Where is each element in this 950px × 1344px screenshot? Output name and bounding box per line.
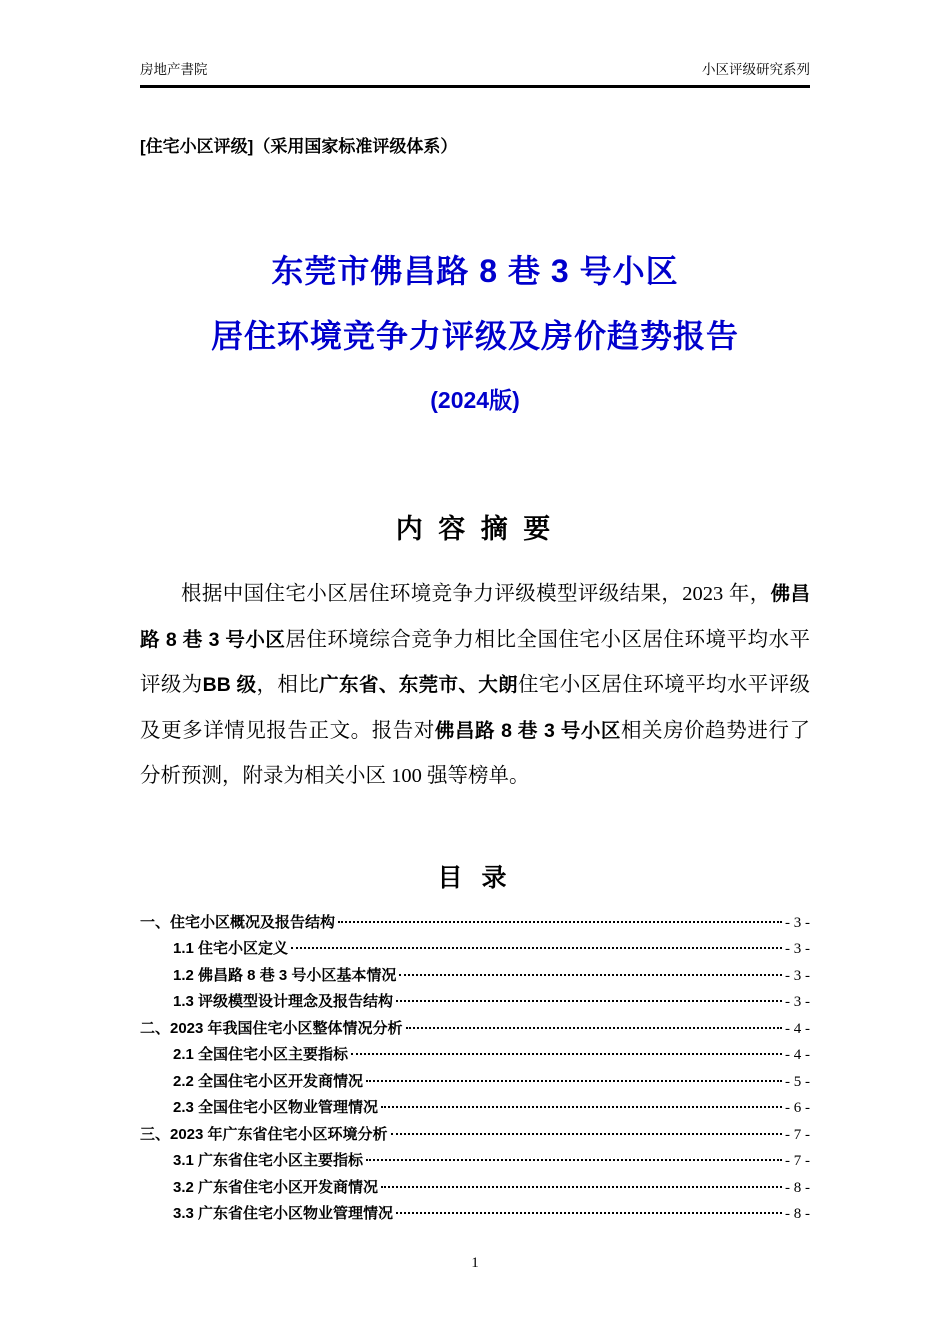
toc-entry[interactable] bbox=[140, 1042, 810, 1069]
toc-entry[interactable] bbox=[140, 1069, 810, 1096]
abstract-segment: 根据中国住宅小区居住环境竞争力评级模型评级结果，2023 年， bbox=[181, 583, 771, 605]
toc-entry-label: 1.2 佛昌路 8 巷 3 号小区基本情况 bbox=[173, 966, 397, 984]
toc-entry[interactable] bbox=[140, 963, 810, 990]
toc-heading: 目 录 bbox=[437, 863, 513, 892]
toc-dot-leader bbox=[338, 921, 782, 923]
report-title-line1: 东莞市佛昌路 8 巷 3 号小区 bbox=[271, 253, 679, 289]
report-title-edition: (2024版) bbox=[430, 387, 520, 413]
toc-dot-leader bbox=[406, 1027, 782, 1029]
toc-entry-label: 三、2023 年广东省住宅小区环境分析 bbox=[140, 1125, 388, 1143]
toc-entry[interactable] bbox=[140, 1201, 810, 1228]
abstract-segment: ，相比 bbox=[256, 674, 320, 696]
abstract-segment: 相关房价趋势进行了分析预测，附录为相关小区 100 强等榜单。 bbox=[140, 719, 810, 787]
header-left-text: 房地产書院 bbox=[140, 62, 208, 77]
toc-entry-label: 1.1 住宅小区定义 bbox=[173, 940, 289, 957]
toc-entry-page-number: - 3 - bbox=[785, 941, 810, 957]
toc-entry-page-number: - 6 - bbox=[785, 1100, 810, 1116]
toc-dot-leader bbox=[381, 1106, 782, 1108]
toc-entry-page-number: - 7 - bbox=[785, 1126, 810, 1143]
toc-entry-label: 一、住宅小区概况及报告结构 bbox=[140, 913, 336, 931]
toc-entry[interactable] bbox=[140, 1175, 810, 1202]
toc-entry-page-number: - 7 - bbox=[785, 1153, 810, 1169]
abstract-segment: 居住环境综合竞争力相比全国住宅小区居住环境平均水平评级为 bbox=[140, 628, 810, 696]
toc-dot-leader bbox=[351, 1053, 782, 1055]
toc-entry-label: 3.2 广东省住宅小区开发商情况 bbox=[173, 1178, 379, 1196]
header-right-text: 小区评级研究系列 bbox=[702, 62, 810, 77]
toc-entry[interactable] bbox=[140, 989, 810, 1016]
running-header bbox=[140, 58, 810, 88]
toc-entry[interactable] bbox=[140, 1016, 810, 1043]
abstract-paragraph bbox=[140, 572, 810, 800]
toc-dot-leader bbox=[366, 1159, 782, 1161]
toc-entry-page-number: - 3 - bbox=[785, 994, 810, 1010]
toc-dot-leader bbox=[391, 1133, 782, 1135]
toc-entry-label: 1.3 评级模型设计理念及报告结构 bbox=[173, 993, 394, 1010]
abstract-heading: 内 容 摘 要 bbox=[395, 514, 555, 544]
toc-dot-leader bbox=[399, 974, 782, 976]
toc-dot-leader bbox=[396, 1212, 782, 1214]
toc-entry-label: 3.1 广东省住宅小区主要指标 bbox=[173, 1152, 364, 1169]
toc-entry[interactable] bbox=[140, 910, 810, 937]
toc-entry[interactable] bbox=[140, 1148, 810, 1175]
toc-entry-label: 2.3 全国住宅小区物业管理情况 bbox=[173, 1099, 379, 1116]
toc-entry[interactable] bbox=[140, 1095, 810, 1122]
toc-entry[interactable] bbox=[140, 1122, 810, 1149]
abstract-segment-bold: 佛昌路 8 巷 3 号小区 bbox=[434, 719, 621, 742]
abstract-segment: 住宅小区居住环境平均水平评级及更多详情见报告正文。报告对 bbox=[140, 674, 811, 742]
toc-entry-page-number: - 3 - bbox=[785, 967, 810, 984]
toc-entry-page-number: - 8 - bbox=[785, 1179, 810, 1196]
toc-list bbox=[140, 910, 810, 1228]
footer-page-number: 1 bbox=[471, 1255, 479, 1271]
toc-entry-page-number: - 3 - bbox=[785, 914, 810, 931]
toc-entry-label: 二、2023 年我国住宅小区整体情况分析 bbox=[140, 1019, 403, 1037]
toc-entry-label: 2.2 全国住宅小区开发商情况 bbox=[173, 1072, 364, 1090]
toc-entry-page-number: - 4 - bbox=[785, 1020, 810, 1037]
toc-dot-leader bbox=[396, 1000, 782, 1002]
toc-dot-leader bbox=[291, 947, 782, 949]
toc-entry-page-number: - 4 - bbox=[785, 1047, 810, 1063]
toc-dot-leader bbox=[366, 1080, 782, 1082]
toc-entry-page-number: - 8 - bbox=[785, 1206, 810, 1222]
toc-entry[interactable] bbox=[140, 936, 810, 963]
abstract-segment-bold: BB 级 bbox=[202, 674, 257, 696]
toc-entry-page-number: - 5 - bbox=[785, 1073, 810, 1090]
report-tagline: [住宅小区评级]（采用国家标准评级体系） bbox=[140, 137, 458, 156]
toc-dot-leader bbox=[381, 1186, 782, 1188]
toc-entry-label: 2.1 全国住宅小区主要指标 bbox=[173, 1046, 349, 1063]
title-block bbox=[140, 255, 810, 415]
toc-entry-label: 3.3 广东省住宅小区物业管理情况 bbox=[173, 1205, 394, 1222]
abstract-segment-bold: 佛昌路 8 巷 3 号小区 bbox=[140, 583, 810, 651]
report-title-line2: 居住环境竞争力评级及房价趋势报告 bbox=[210, 318, 739, 354]
abstract-segment-bold: 广东省、东莞市、大朗 bbox=[319, 674, 519, 696]
